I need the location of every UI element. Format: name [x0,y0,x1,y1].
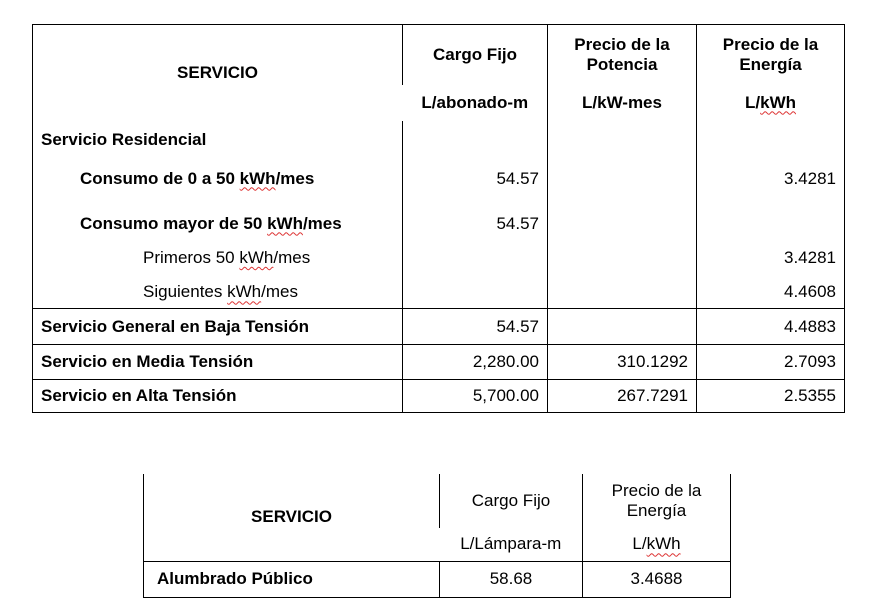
t2-header-servicio: SERVICIO [251,507,332,527]
unit-energia: L/kWh [697,85,845,121]
unit-cargo: L/abonado-m [421,92,529,112]
t2-header-precio-energia: Precio de la Energía [583,474,731,528]
t2-unit-energia: L/kWh [583,528,731,561]
row-general-baja [33,309,845,345]
energia-siguientes: 4.4608 [697,277,845,309]
row-media-tension [33,345,845,380]
row-consumo-0-50 [33,160,845,198]
header-row [33,25,845,77]
label-general-baja: Servicio General en Baja Tensión [33,309,403,345]
header-precio-energia: Precio de la Energía [697,25,845,85]
label-consumo-0-50: Consumo de 0 a 50 kWh/mes [80,168,315,188]
t2-header-row [144,474,731,528]
cargo-alta-tension: 5,700.00 [403,380,548,413]
energia-consumo-0-50: 3.4281 [697,160,845,198]
row-alta-tension [33,380,845,413]
row-primeros [33,240,845,277]
potencia-alta-tension: 267.7291 [548,380,697,413]
energia-alumbrado-publico: 3.4688 [583,561,731,597]
potencia-media-tension: 310.1292 [548,345,697,380]
cargo-consumo-0-50: 54.57 [403,160,548,198]
energia-alta-tension: 2.5355 [697,380,845,413]
cargo-media-tension: 2,280.00 [403,345,548,380]
t2-header-cargo-fijo: Cargo Fijo [440,474,583,528]
label-media-tension: Servicio en Media Tensión [33,345,403,380]
label-alta-tension: Servicio en Alta Tensión [33,380,403,413]
t2-unit-cargo: L/Lámpara-m [460,534,562,554]
row-alumbrado-publico [144,561,731,597]
cargo-general-baja: 54.57 [403,309,548,345]
label-siguientes: Siguientes kWh/mes [143,282,298,302]
cargo-alumbrado-publico: 58.68 [440,561,583,597]
row-consumo-mayor [33,198,845,240]
tariff-table-main [32,24,845,413]
row-siguientes [33,277,845,309]
header-precio-potencia: Precio de la Potencia [548,25,697,85]
label-primeros: Primeros 50 kWh/mes [143,248,311,267]
row-servicio-residencial [33,121,845,160]
label-servicio-residencial: Servicio Residencial [41,130,207,149]
label-consumo-mayor: Consumo mayor de 50 kWh/mes [80,213,342,233]
energia-media-tension: 2.7093 [697,345,845,380]
header-cargo-fijo: Cargo Fijo [403,25,548,85]
unit-potencia: L/kW-mes [548,85,697,121]
tariff-table-alumbrado [143,474,731,598]
cargo-consumo-mayor: 54.57 [403,198,548,240]
energia-general-baja: 4.4883 [697,309,845,345]
label-alumbrado-publico: Alumbrado Público [144,561,440,597]
energia-primeros: 3.4281 [697,240,845,277]
header-servicio: SERVICIO [177,62,258,82]
